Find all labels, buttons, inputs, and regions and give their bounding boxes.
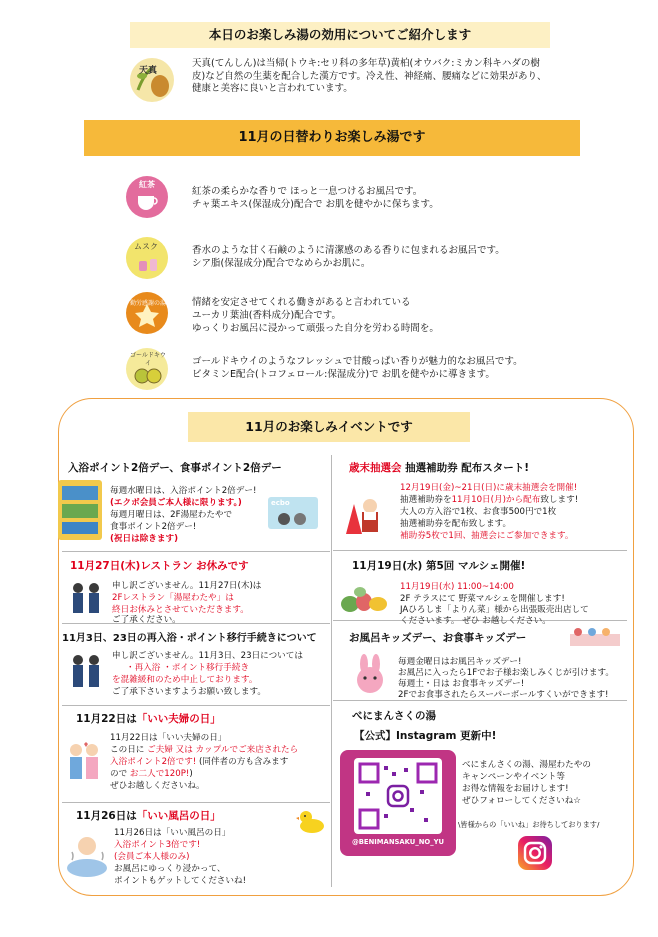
lottery-line-5: 補助券5枚で1回、抽選会にご参加できます。 [400, 531, 574, 541]
divider-left-1 [62, 551, 330, 552]
lottery-line-2b: 11月10日(月)から配布 [451, 495, 541, 505]
couple-line-3a: 入浴ポイント2倍です! [110, 757, 197, 767]
points-line-1: 毎週水曜日は、入浴ポイント2倍デー! [110, 486, 257, 496]
points-line-4: 食事ポイント2倍デー! [110, 522, 197, 532]
daily-heading: 11月の日替わりお楽しみ湯です [84, 120, 580, 156]
qr-card[interactable] [340, 750, 456, 856]
vegetables-image [340, 584, 390, 614]
kids-line-2: お風呂に入ったら1Fでお子様お楽しみくじが引けます。 [398, 668, 614, 678]
lottery-line-4: 抽選補助券を配布致します。 [400, 519, 512, 529]
kiwi-line-2: ビタミンE配合(トコフェロール:保湿成分)で お肌を健やかに導きます。 [192, 369, 495, 380]
couple-title [76, 713, 221, 727]
points-line-2: (エクボ会員ご本人様に限ります。) [110, 498, 242, 508]
onsen-image [64, 830, 110, 880]
labor-line-2: ユーカリ葉油(香料成分)配合です。 [192, 310, 341, 321]
reentry-line-4: ご了承下さいますようお願い致します。 [112, 687, 267, 697]
marche-line-1: 11月19日(水) 11:00~14:00 [400, 582, 514, 592]
marche-line-2: 2F テラスにて 野菜マルシェを開催します! [400, 594, 565, 604]
reentry-line-2: ・再入浴 ・ポイント移行手続き [126, 663, 250, 673]
bath-line-3: (会員ご本人様のみ) [114, 852, 190, 862]
points-card-image [58, 480, 102, 540]
kids-line-1: 毎週金曜日はお風呂キッズデー! [398, 657, 522, 667]
marche-line-3: JAひろしま「よりん菜」様から出張販売出店して [400, 605, 589, 615]
intro-heading: 本日のお楽しみ湯の効用についてご紹介します [130, 22, 550, 48]
instagram-line-2: キャンペーンやイベント等 [462, 772, 565, 782]
restaurant-line-1 [112, 581, 261, 592]
festival-image [568, 626, 624, 650]
bath-line-2: 入浴ポイント3倍です! [114, 840, 201, 850]
instagram-line-1: べにまんさくの湯、湯屋わたやの [462, 760, 591, 770]
bath-line-4: お風呂にゆっくり浸かって、 [114, 864, 226, 874]
musk-line-2: シア脂(保湿成分)配合でなめらかお肌に。 [192, 258, 371, 269]
divider-left-4 [62, 802, 330, 803]
events-column-divider [331, 455, 332, 887]
couple-title-a: 11月22日は [76, 713, 137, 725]
reentry-line-1: 申し訳ございません。11月3日、23日については [112, 651, 303, 661]
tea-line-1: 紅茶の柔らかな香りで ほっと一息つけるお風呂です。 [192, 186, 423, 197]
couple-line-2a: この日に [110, 745, 148, 755]
bath-title-b: 「いい風呂の日」 [136, 810, 221, 822]
intro-text: 天真(てんしん)は当帰(トウキ:セリ科の多年草)黄柏(オウバク:ミカン科キハダの樹皮)など自然の生薬を配合した漢方です。冷え性、神経痛、腰痛などに効果があり、健康と美容に良いと言われています。 [192, 58, 547, 95]
bath-title [76, 810, 221, 824]
labor-line-3: ゆっくりお風呂に浸かって頑張った自分を労わる時間を。 [192, 323, 439, 334]
divider-right-1 [333, 550, 627, 551]
lottery-line-2c: 致します! [540, 495, 579, 505]
staff-image [66, 578, 106, 618]
lottery-title-rest: 抽選補助券 配布スタート! [401, 462, 530, 474]
lottery-line-1: 12月19日(金)~21日(日)に歳末抽選会を開催! [400, 483, 578, 493]
rubber-duck-icon [296, 808, 326, 834]
couple-line-4c: ) [189, 769, 193, 779]
reentry-line-3: を混雑緩和のため中止しております。 [112, 675, 258, 685]
musk-line-1: 香水のような甘く石鹸のように清潔感のある香りに包まれるお風呂です。 [192, 245, 505, 256]
couple-line-1: 11月22日は「いい夫婦の日」 [110, 733, 227, 743]
divider-left-3 [62, 705, 330, 706]
points-line-5: (祝日は除きます) [110, 534, 179, 544]
lottery-line-3: 大人の方入浴で1枚、お食事500円で1枚 [400, 507, 557, 517]
couple-line-2 [110, 745, 298, 756]
instagram-subtitle: 【公式】Instagram 更新中! [354, 730, 497, 742]
points-title: 入浴ポイント2倍デー、食事ポイント2倍デー [68, 462, 282, 474]
restaurant-line-4: ご了承ください。 [112, 615, 181, 625]
instagram-line-3: お得な情報をお届けします! [462, 784, 569, 794]
marche-title: 11月19日(水) 第5回 マルシェ開催! [352, 560, 526, 572]
couple-line-3 [110, 757, 288, 768]
musk-label: ムスク [134, 242, 158, 251]
couple-line-2b: ご夫婦 又は カップルでご来店されたら [147, 745, 299, 755]
labor-thanks-icon [126, 292, 168, 334]
restaurant-title: 11月27日(木)レストラン お休みです [70, 560, 249, 572]
herb-icon [128, 56, 176, 104]
lottery-line-2a: 抽選補助券を [400, 495, 452, 505]
tea-line-2: チャ葉エキス(保湿成分)配合で お肌を健やかに保ちます。 [192, 199, 439, 210]
divider-left-2 [62, 623, 330, 624]
qr-code [354, 758, 442, 834]
events-heading: 11月のお楽しみイベントです [188, 412, 470, 442]
member-card-label: ecbo [271, 499, 290, 507]
kids-title: お風呂キッズデー、お食事キッズデー [349, 632, 527, 644]
kids-line-3: 毎週土・日は お食事キッズデー! [398, 679, 525, 689]
kiwi-label: ゴールドキウイ [130, 352, 166, 367]
kids-line-4: 2Fでお食事されたらスーパーボールすくいができます! [398, 690, 609, 700]
couple-line-4a: ので [110, 769, 130, 779]
rabbit-image [350, 654, 390, 696]
couple-line-5: ぜひお越しくださいね。 [110, 781, 205, 791]
bath-line-5: ポイントもゲットしてくださいね! [114, 876, 247, 886]
restaurant-line-1-text: 申し訳ございません。11月27日(木)は [112, 581, 262, 591]
lottery-title [349, 462, 529, 476]
instagram-like-note: \皆様からの「いいね」お待ちしております/ [458, 820, 600, 829]
restaurant-line-3: 終日お休みとさせていただきます。 [112, 605, 249, 615]
tea-label: 紅茶 [139, 180, 155, 189]
labor-thanks-label: 勤労感謝の湯 [129, 300, 166, 307]
reentry-title: 11月3日、23日の再入浴・ポイント移行手続きについて [62, 633, 317, 644]
points-line-3: 毎週月曜日は、2F湯屋わたやで [110, 510, 233, 520]
instagram-icon[interactable] [518, 836, 552, 870]
bath-line-1: 11月26日は「いい風呂の日」 [114, 828, 231, 838]
instagram-handle: @BENIMANSAKU_NO_YU [351, 838, 445, 846]
kiwi-line-1: ゴールドキウイのようなフレッシュで甘酸っぱい香りが魅力的なお風呂です。 [192, 356, 523, 367]
instagram-title: べにまんさくの湯 [352, 710, 436, 722]
couple-image [64, 740, 104, 786]
couple-line-4 [110, 769, 193, 780]
lottery-line-2 [400, 495, 578, 506]
staff-image-2 [66, 650, 106, 694]
member-card-image [268, 497, 318, 529]
marche-line-4: くださいます。 ぜひ お越しください。 [400, 616, 551, 626]
restaurant-line-2: 2Fレストラン「湯屋わたや」は [112, 593, 234, 603]
herb-label: 天真 [139, 66, 158, 76]
lottery-man-image [342, 490, 388, 536]
labor-line-1: 情緒を安定させてくれる働きがあると言われている [192, 297, 411, 308]
bath-title-a: 11月26日は [76, 810, 137, 822]
lottery-title-red: 歳末抽選会 [349, 462, 402, 474]
instagram-line-4: ぜひフォローしてくださいね☆ [462, 796, 581, 806]
couple-line-4b: お二人で120P! [129, 769, 190, 779]
couple-title-b: 「いい夫婦の日」 [136, 713, 221, 725]
couple-line-3b: (同伴者の方も含みます [196, 757, 289, 767]
